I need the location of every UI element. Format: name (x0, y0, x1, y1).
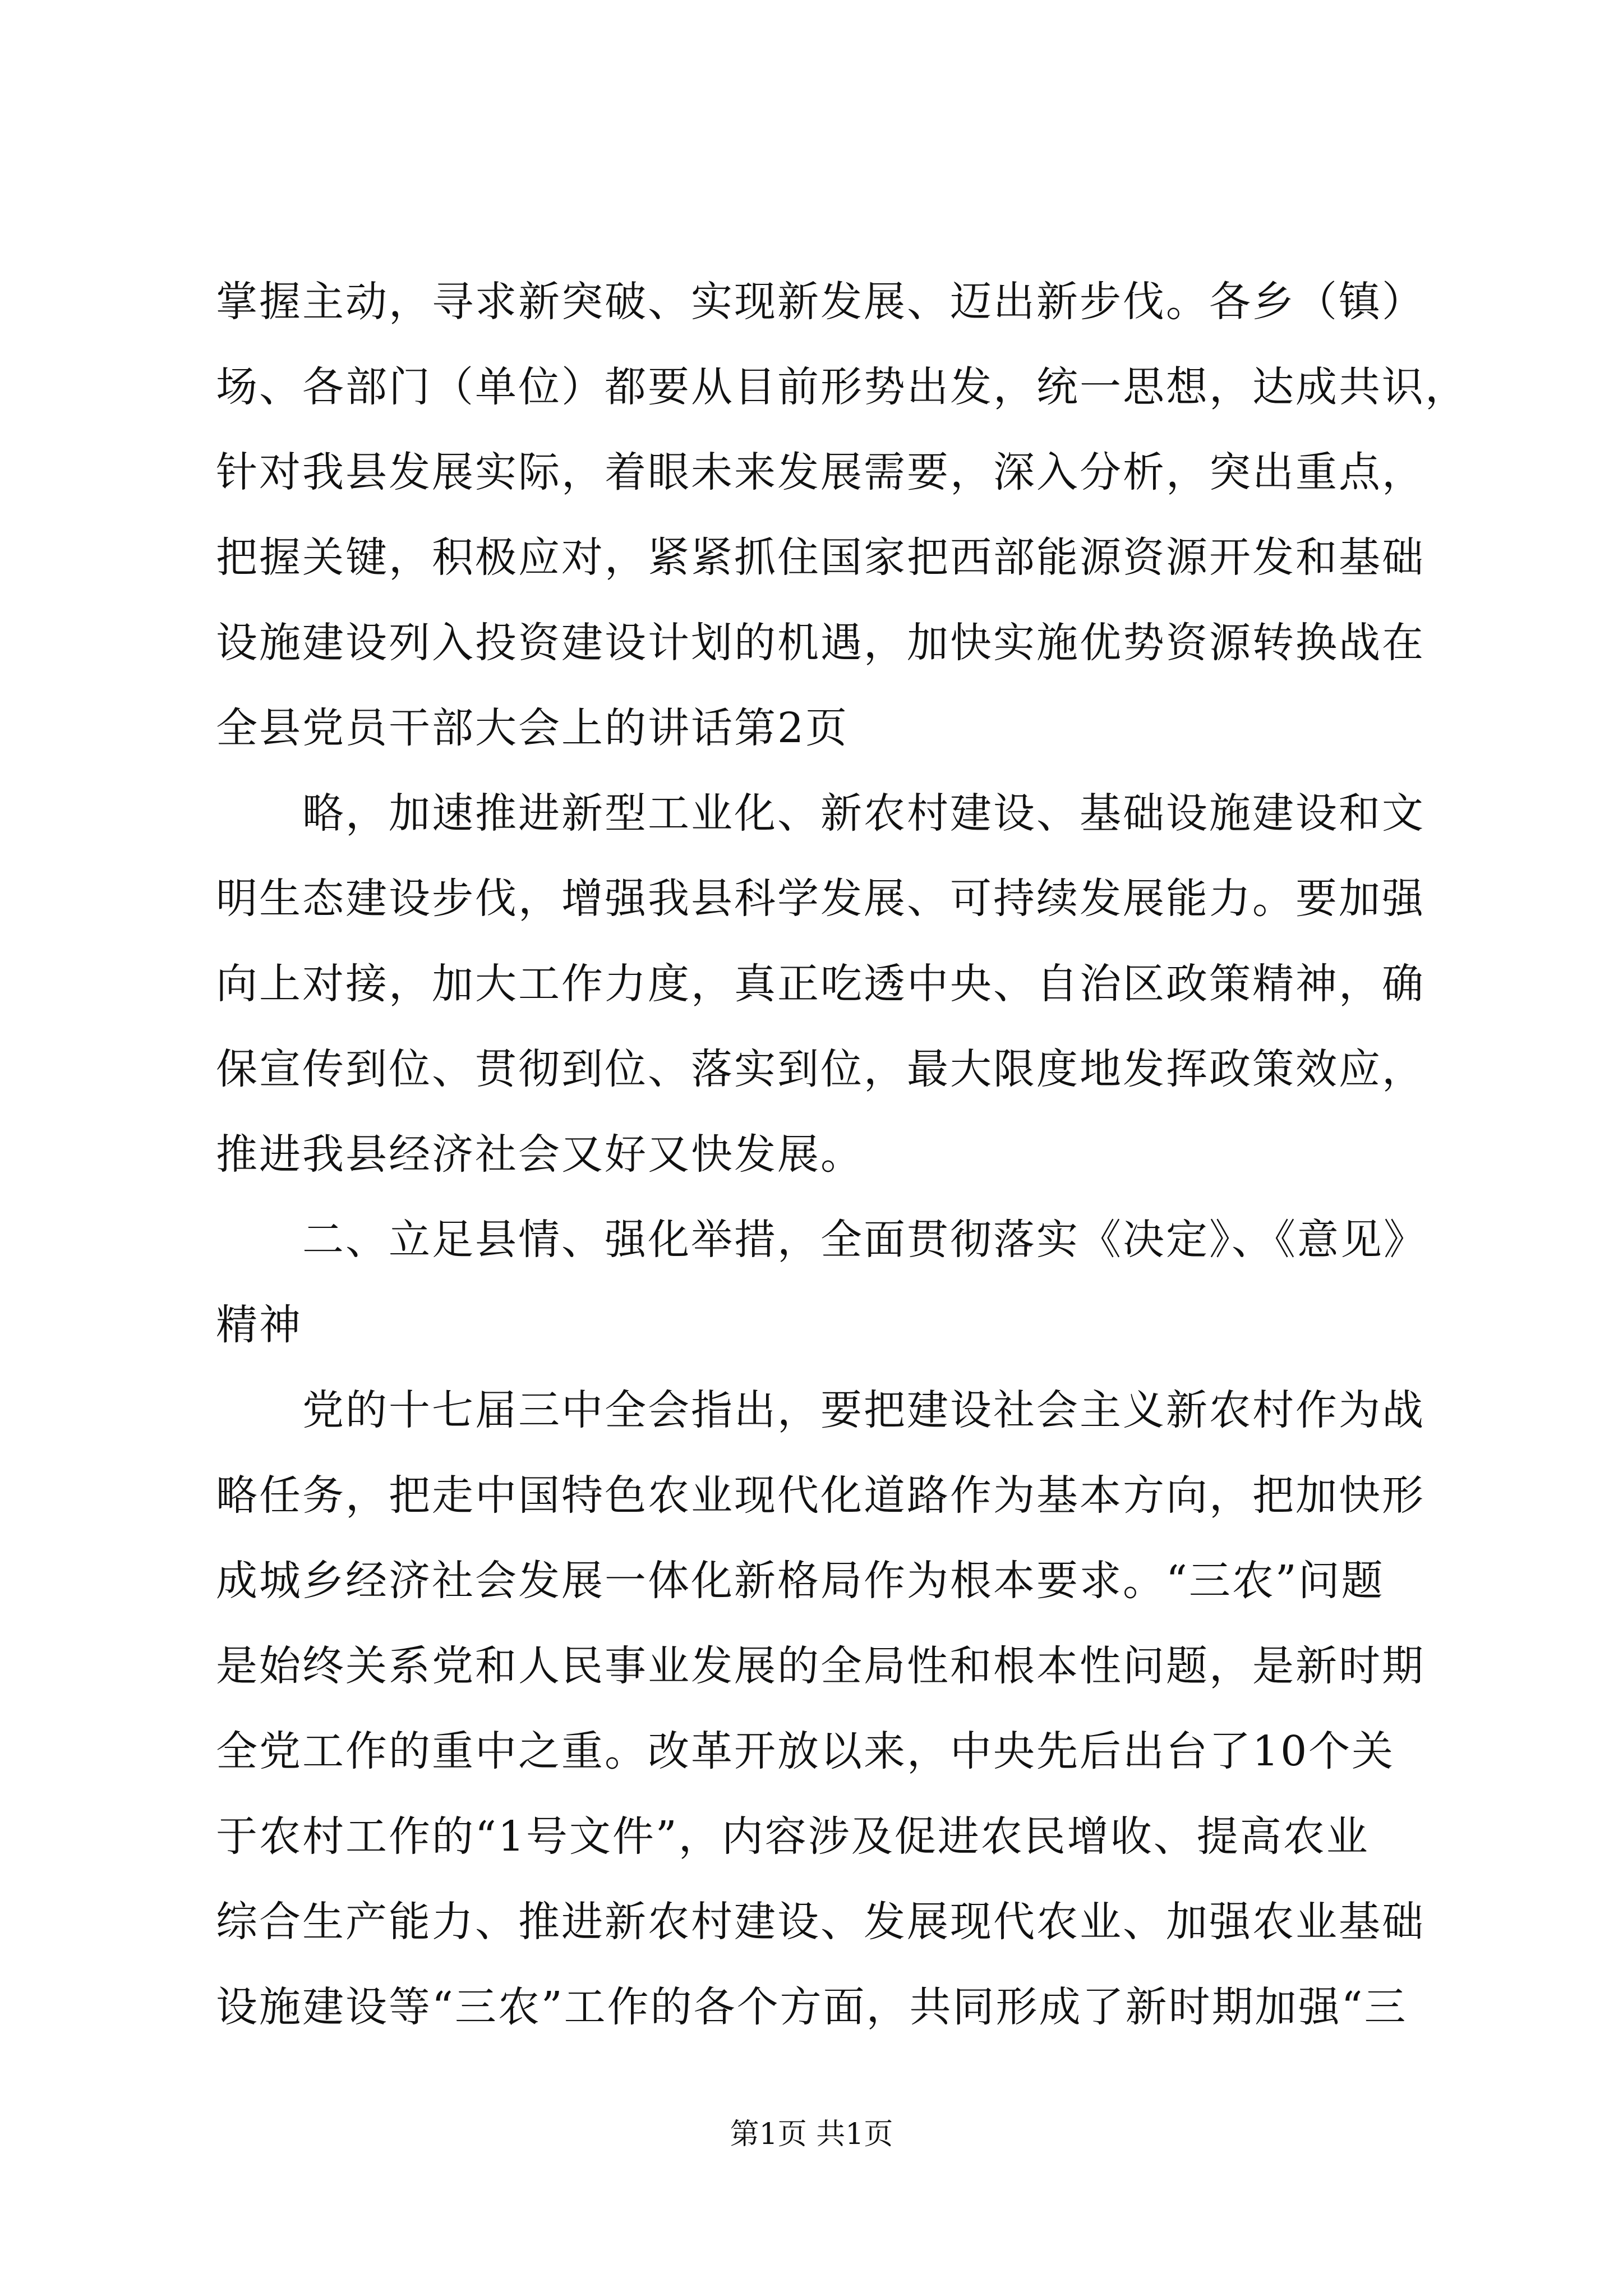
text-line: 成城乡经济社会发展一体化新格局作为根本要求。“三农”问题 (216, 1557, 1385, 1605)
text-line: 全党工作的重中之重。改革开放以来，中央先后出台了10个关 (216, 1727, 1395, 1775)
document-body (216, 259, 1468, 2050)
text-line: 是始终关系党和人民事业发展的全局性和根本性问题，是新时期 (216, 1642, 1425, 1690)
text-line: 于农村工作的“1号文件”，内容涉及促进农民增收、提高农业 (216, 1812, 1370, 1861)
section-heading-line: 精神 (216, 1301, 302, 1349)
text-line: 掌握主动，寻求新突破、实现新发展、迈出新步伐。各乡（镇） (216, 278, 1425, 326)
text-line: 综合生产能力、推进新农村建设、发展现代农业、加强农业基础 (216, 1898, 1425, 1946)
text-line: 针对我县发展实际，着眼未来发展需要，深入分析，突出重点， (216, 448, 1425, 496)
text-line: 全县党员干部大会上的讲话第2页 (216, 704, 849, 752)
text-line: 把握关键，积极应对，紧紧抓住国家把西部能源资源开发和基础 (216, 533, 1425, 582)
section-heading-line: 二、立足县情、强化举措，全面贯彻落实《决定》、《意见》 (216, 1216, 1427, 1264)
text-line: 设施建设列入投资建设计划的机遇，加快实施优势资源转换战在 (216, 619, 1425, 667)
text-line: 向上对接，加大工作力度，真正吃透中央、自治区政策精神，确 (216, 960, 1425, 1008)
text-line: 推进我县经济社会又好又快发展。 (216, 1130, 864, 1179)
text-line: 略，加速推进新型工业化、新农村建设、基础设施建设和文 (216, 789, 1425, 838)
text-line: 设施建设等“三农”工作的各个方面，共同形成了新时期加强“三 (216, 1983, 1408, 2031)
text-line: 保宣传到位、贯彻到位、落实到位，最大限度地发挥政策效应， (216, 1045, 1425, 1093)
page-footer (0, 2115, 1623, 2154)
text-line: 党的十七届三中全会指出，要把建设社会主义新农村作为战 (216, 1386, 1425, 1434)
page-number: 第1页 共1页 (730, 2118, 893, 2151)
text-line: 略任务，把走中国特色农业现代化道路作为基本方向，把加快形 (216, 1471, 1425, 1520)
text-line: 场、各部门（单位）都要从目前形势出发，统一思想，达成共识， (216, 363, 1468, 411)
text-line: 明生态建设步伐，增强我县科学发展、可持续发展能力。要加强 (216, 875, 1425, 923)
